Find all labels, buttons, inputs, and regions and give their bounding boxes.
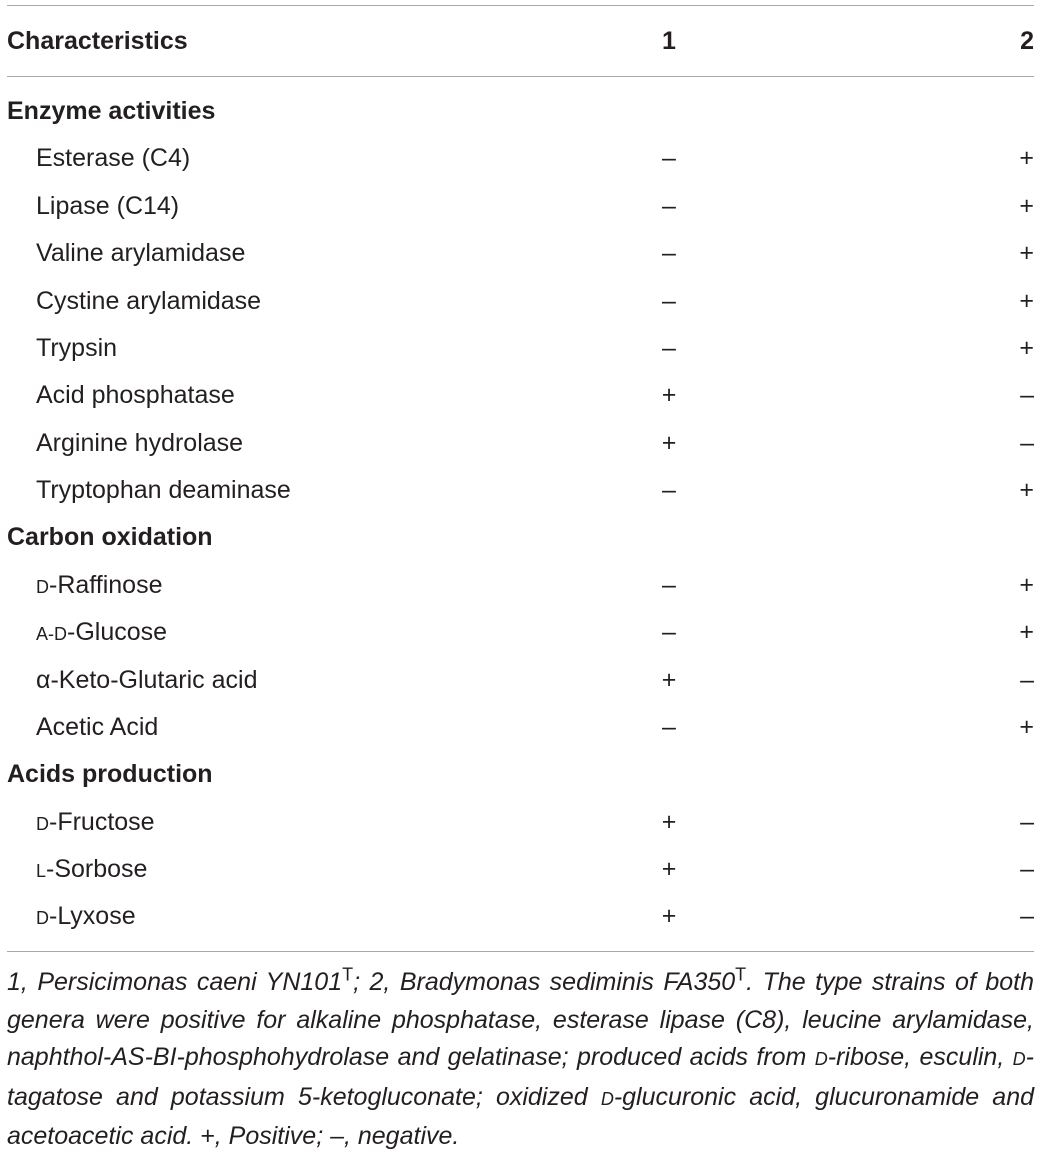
- row-value-1: –: [662, 239, 676, 267]
- row-value-1: +: [661, 666, 677, 694]
- header-col-2: 2: [1020, 27, 1034, 55]
- row-label: Trypsin: [36, 334, 118, 362]
- superscript-t: T: [342, 964, 354, 985]
- table-footnote: 1, Persicimonas caeni $YN101^T$; 2, Bradymonas sediminis $FA350^T$. The type strains of both genera were positive for alkaline phosphatase, esterase lipase (C8), leucine arylamidase, naphthol-AS-BI-phosphohydrolase and gelatinase; produced acids from D-ribose, esculin, D-tagatose and potassium 5-ketogluconate; oxidized D-glucuronic acid, glucuronamide and acetoacetic acid. +, Positive; –, negative.: [7, 964, 1034, 1150]
- row-value-1: –: [662, 476, 676, 504]
- table-row: [0, 846, 1041, 893]
- table-row: [0, 657, 1041, 704]
- row-value-1: –: [662, 713, 676, 741]
- row-value-2: –: [1020, 902, 1034, 930]
- row-value-2: +: [1019, 571, 1034, 599]
- table-row: [0, 893, 1041, 940]
- row-label: Acid phosphatase: [36, 381, 235, 409]
- row-value-1: +: [661, 808, 677, 836]
- row-value-1: +: [661, 902, 677, 930]
- row-value-2: +: [1019, 334, 1034, 362]
- table-row: [0, 135, 1041, 182]
- header-bottom-rule: [7, 76, 1034, 77]
- row-value-1: –: [662, 334, 676, 362]
- row-value-1: –: [662, 192, 676, 220]
- row-value-2: –: [1020, 855, 1034, 883]
- row-value-2: +: [1019, 618, 1034, 646]
- table-bottom-rule: [7, 951, 1034, 952]
- table-row: [0, 704, 1041, 751]
- table-header-row: [0, 18, 1041, 65]
- table-row: [0, 420, 1041, 467]
- row-label: Cystine arylamidase: [36, 287, 262, 315]
- row-value-1: –: [662, 571, 676, 599]
- table-row: [0, 372, 1041, 419]
- table-row: [0, 562, 1041, 609]
- row-value-2: +: [1019, 239, 1034, 267]
- row-label: Valine arylamidase: [36, 239, 246, 267]
- table-row: [0, 183, 1041, 230]
- row-label: Acetic Acid: [36, 713, 159, 741]
- row-value-2: –: [1020, 429, 1034, 457]
- section-title: Carbon oxidation: [7, 523, 213, 551]
- row-value-2: +: [1019, 144, 1034, 172]
- row-label: L-Sorbose: [36, 855, 148, 883]
- row-label: Arginine hydrolase: [36, 429, 244, 457]
- superscript-t: T: [735, 964, 747, 985]
- row-value-1: +: [661, 855, 677, 883]
- section-enzyme-activities: [0, 88, 1041, 135]
- row-label: D-Fructose: [36, 808, 155, 836]
- table-row: [0, 278, 1041, 325]
- row-label: Α-D-Glucose: [36, 618, 168, 646]
- row-value-2: –: [1020, 381, 1034, 409]
- row-value-2: +: [1019, 287, 1034, 315]
- row-value-1: +: [661, 381, 677, 409]
- section-acids-production: [0, 751, 1041, 798]
- row-label: D-Lyxose: [36, 902, 136, 930]
- row-value-2: +: [1019, 476, 1034, 504]
- section-title: Enzyme activities: [7, 97, 216, 125]
- section-carbon-oxidation: [0, 514, 1041, 561]
- table-top-rule: [7, 5, 1034, 6]
- row-value-1: +: [661, 429, 677, 457]
- section-title: Acids production: [7, 760, 213, 788]
- row-value-1: –: [662, 287, 676, 315]
- row-label: Esterase (C4): [36, 144, 191, 172]
- header-characteristics: Characteristics: [7, 27, 188, 55]
- row-value-1: –: [662, 618, 676, 646]
- row-value-2: –: [1020, 808, 1034, 836]
- row-value-1: –: [662, 144, 676, 172]
- table-row: [0, 230, 1041, 277]
- header-col-1: 1: [662, 27, 676, 55]
- table-row: [0, 325, 1041, 372]
- row-label: Tryptophan deaminase: [36, 476, 291, 504]
- row-label: α-Keto-Glutaric acid: [36, 666, 258, 694]
- row-value-2: +: [1019, 192, 1034, 220]
- row-value-2: –: [1020, 666, 1034, 694]
- table-row: [0, 799, 1041, 846]
- row-label: D-Raffinose: [36, 571, 163, 599]
- table-row: [0, 467, 1041, 514]
- row-label: Lipase (C14): [36, 192, 180, 220]
- table-row: [0, 609, 1041, 656]
- row-value-2: +: [1019, 713, 1034, 741]
